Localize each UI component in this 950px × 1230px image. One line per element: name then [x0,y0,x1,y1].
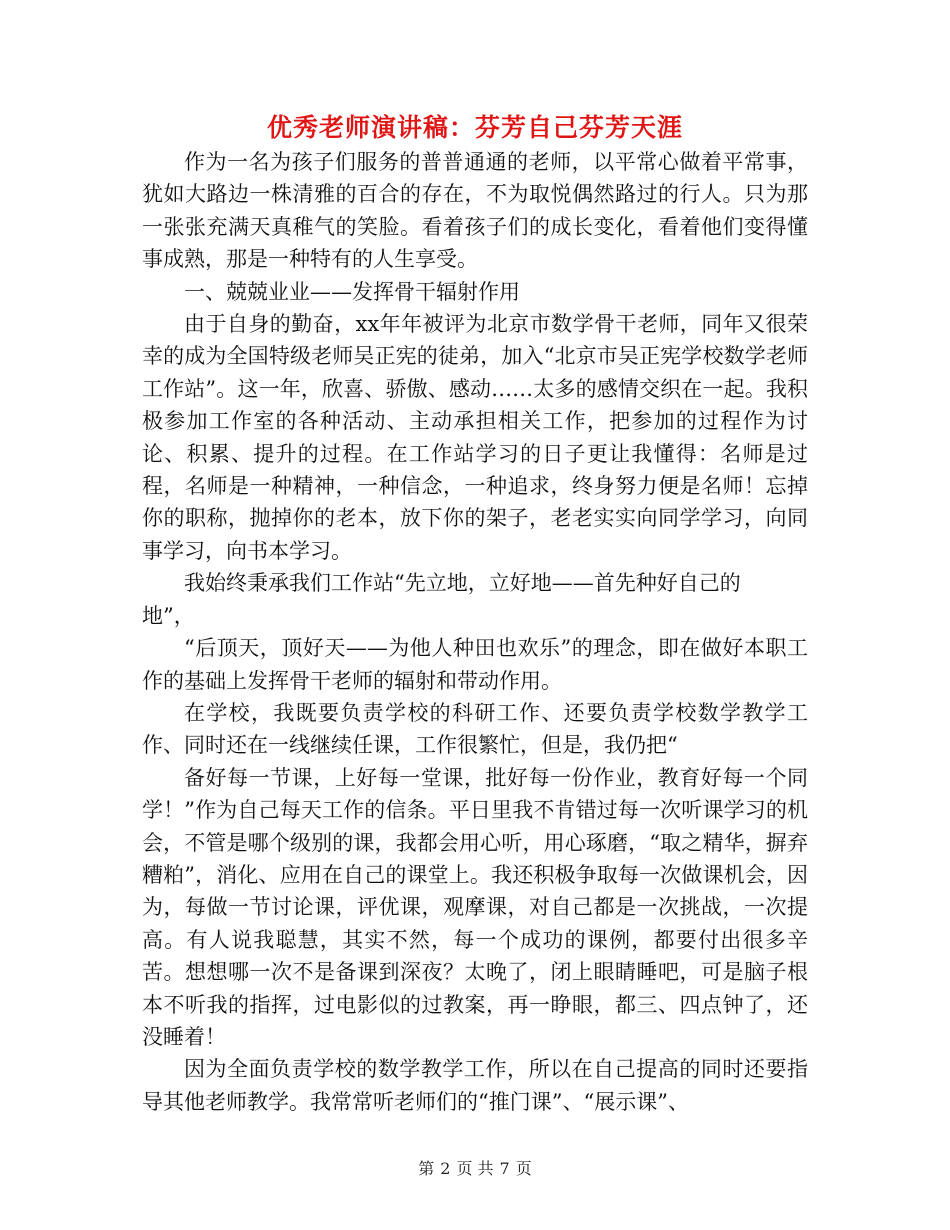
paragraph-intro: 作为一名为孩子们服务的普普通通的老师，以平常心做着平常事，犹如大路边一株清雅的百合的存在，不为取悦偶然路过的行人。只为那一张张充满天真稚气的笑脸。看着孩子们的成长变化，看着他们变得懂事成熟，那是一种特有的人生享受。 [142,150,808,272]
footer-middle: 页 共 [456,1159,494,1178]
footer-total-pages: 7 [499,1159,510,1178]
footer-prefix: 第 [418,1159,435,1178]
paragraph-teaching-creed: 备好每一节课，上好每一堂课，批好每一份作业，教育好每一个同学！”作为自己每天工作的信条。平日里我不肯错过每一次听课学习的机会，不管是哪个级别的课，我都会用心听，用心琢磨，“取之精华，摒弃糟粕”，消化、应用在自己的课堂上。我还积极争取每一次做课机会，因为，每做一节讨论课，评优课，观摩课，对自己都是一次挑战，一次提高。有人说我聪慧，其实不然，每一个成功的课例，都要付出很多辛苦。想想哪一次不是备课到深夜？太晚了，闭上眼睛睡吧，可是脑子根本不听我的指挥，过电影似的过教案，再一睁眼，都三、四点钟了，还没睡着！ [142,765,808,1049]
paragraph-backbone-teacher: 由于自身的勤奋，xx年年被评为北京市数学骨干老师，同年又很荣幸的成为全国特级老师吴正宪的徒弟，加入“北京市吴正宪学校数学老师工作站”。这一年，欣喜、骄傲、感动……太多的感情交织在一起。我积极参加工作室的各种活动、主动承担相关工作，把参加的过程作为讨论、积累、提升的过程。在工作站学习的日子更让我懂得：名师是过程，名师是一种精神，一种信念，一种追求，终身努力便是名师！忘掉你的职称，抛掉你的老本，放下你的架子，老老实实向同学学习，向同事学习，向书本学习。 [142,312,808,563]
paragraph-guidance: 因为全面负责学校的数学教学工作，所以在自己提高的同时还要指导其他老师教学。我常常听老师们的“推门课”、“展示课”、 [142,1057,808,1114]
paragraph-concept: “后顶天，顶好天——为他人种田也欢乐”的理念，即在做好本职工作的基础上发挥骨干老师的辐射和带动作用。 [142,636,808,693]
section-heading: 一、兢兢业业——发挥骨干辐射作用 [184,279,520,304]
footer-suffix: 页 [515,1159,532,1178]
footer-current-page: 2 [440,1159,451,1178]
paragraph-school-work: 在学校，我既要负责学校的科研工作、还要负责学校数学教学工作、同时还在一线继续任课，工作很繁忙，但是，我仍把“ [142,700,808,758]
paragraph-workstation-motto: 我始终秉承我们工作站“先立地，立好地——首先种好自己的 [184,571,741,596]
document-title: 优秀老师演讲稿：芬芳自己芬芳天涯 [266,113,683,142]
paragraph-motto-continuation: 地”， [142,603,195,628]
page-footer [0,1156,950,1179]
document-body [142,146,808,1118]
